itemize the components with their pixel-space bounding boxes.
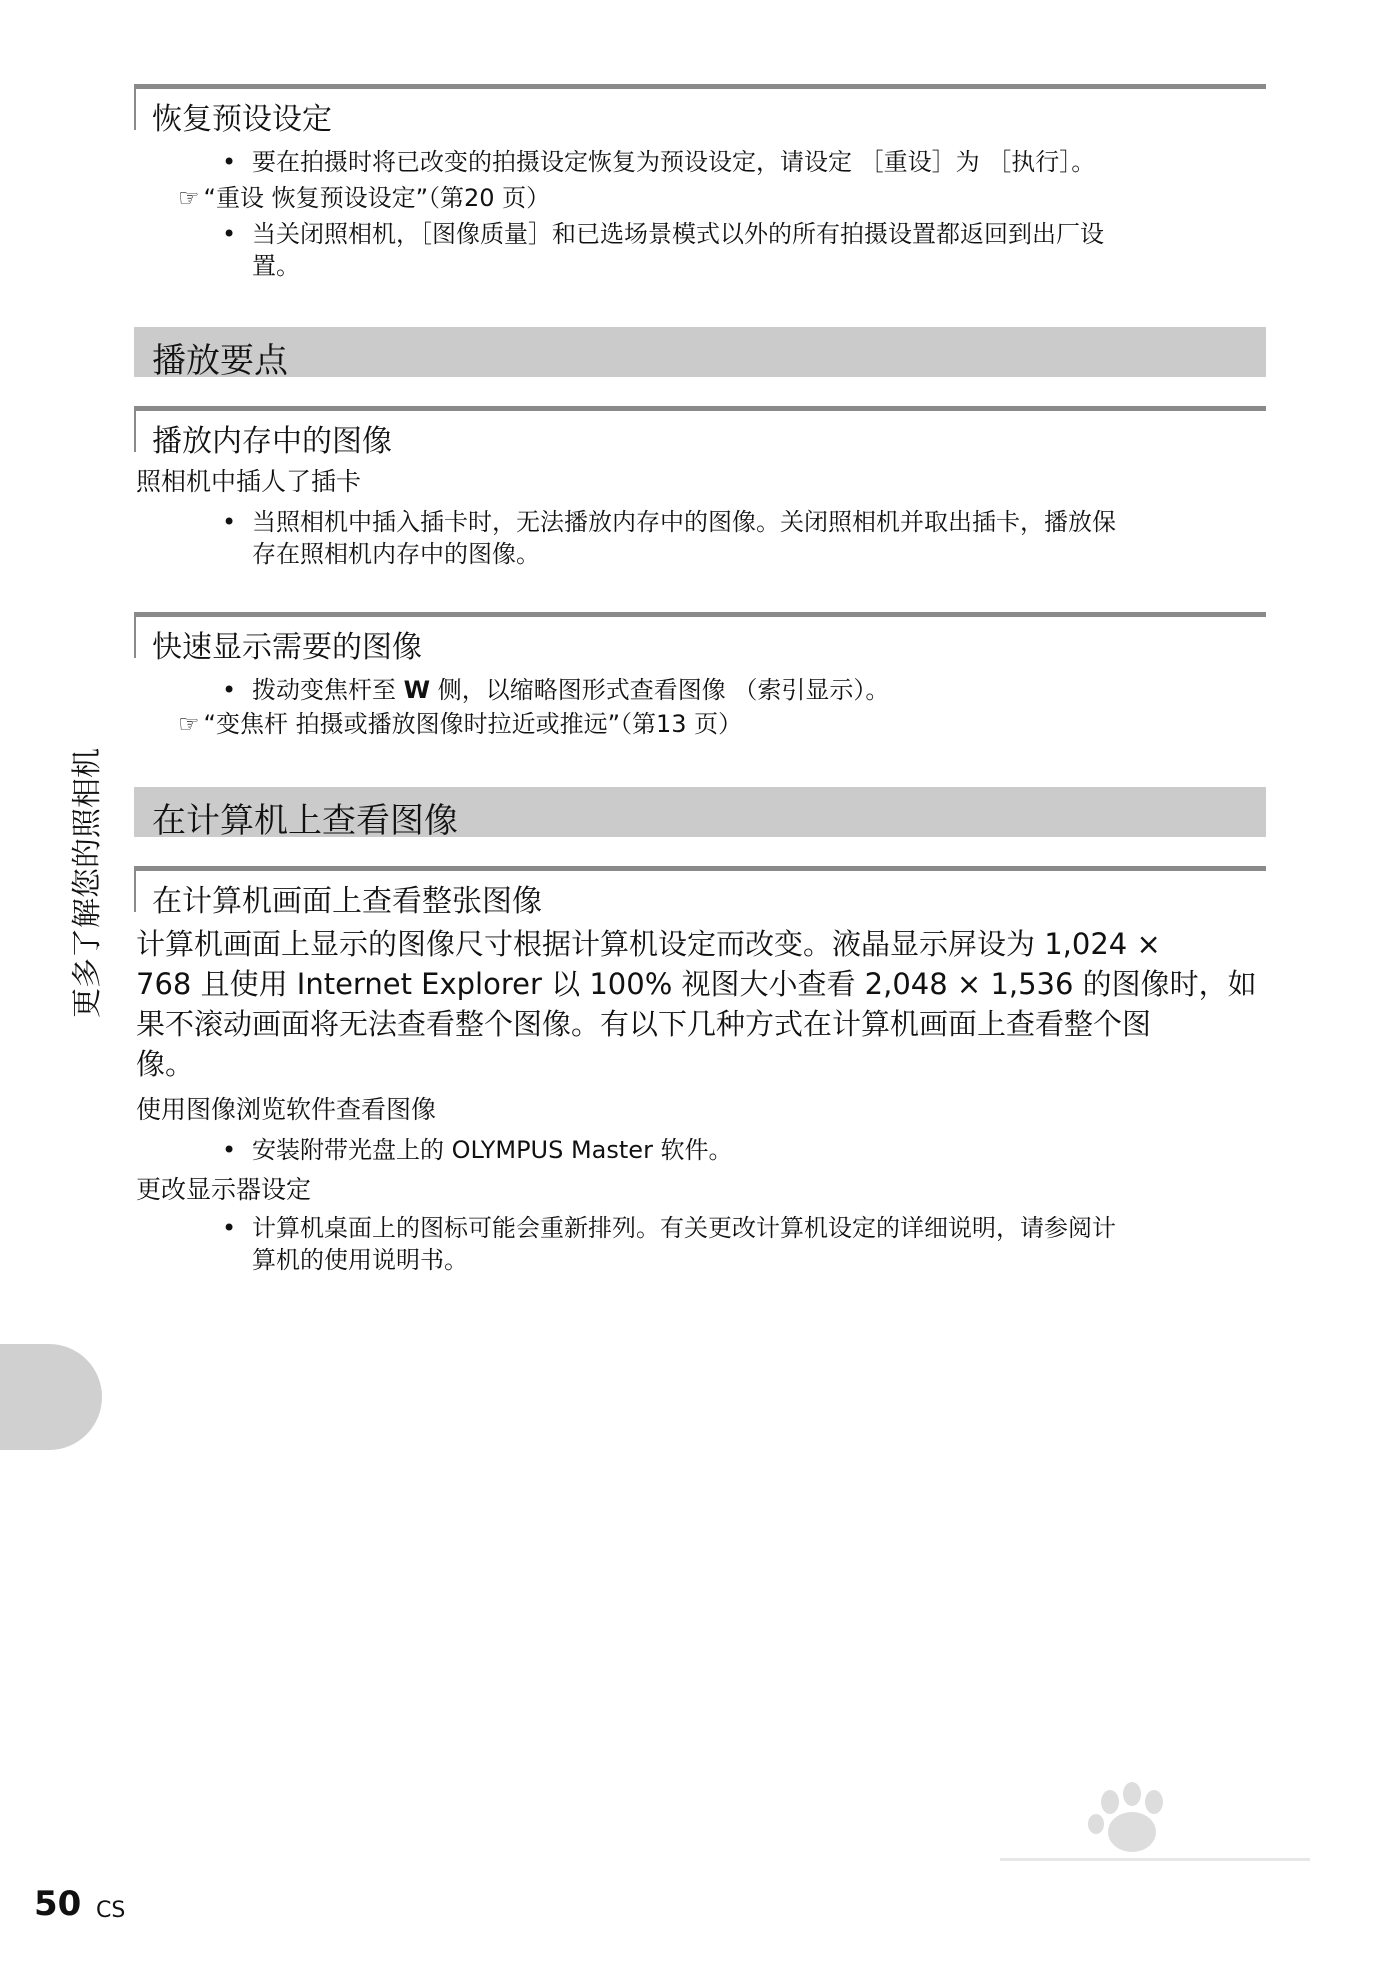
install-software-bullet: 安装附带光盘上的 OLYMPUS Master 软件。 xyxy=(252,1136,733,1164)
restore-reference xyxy=(178,182,550,214)
restore-bullet-2-line1: 当关闭照相机，［图像质量］和已选场景模式以外的所有拍摄设置都返回到出厂设 xyxy=(252,220,1104,248)
pointing-hand-icon: ☞ xyxy=(178,184,200,212)
label-change-display-settings: 更改显示器设定 xyxy=(136,1175,312,1204)
pointing-hand-icon: ☞ xyxy=(178,710,200,738)
bullet-marker: • xyxy=(222,508,237,536)
side-tab-label: 更多了解您的照相机 xyxy=(70,748,105,1018)
bullet-marker: • xyxy=(222,148,237,176)
heading-restore-defaults: 恢复预设设定 xyxy=(134,84,1266,130)
display-settings-bullet-line2: 算机的使用说明书。 xyxy=(252,1246,468,1274)
heading-play-internal-memory: 播放内存中的图像 xyxy=(134,406,1266,452)
bullet-marker: • xyxy=(222,1214,237,1242)
heading-quick-display: 快速显示需要的图像 xyxy=(134,612,1266,658)
bullet-marker: • xyxy=(222,676,237,704)
quick-display-bullet: 拨动变焦杆至 W 侧，以缩略图形式查看图像 （索引显示）。 xyxy=(252,676,890,704)
whole-image-para-line3: 果不滚动画面将无法查看整个图像。有以下几种方式在计算机画面上查看整个图 xyxy=(136,1007,1152,1041)
label-card-inserted: 照相机中插人了插卡 xyxy=(136,467,362,496)
quick-display-reference xyxy=(178,708,742,740)
language-code: CS xyxy=(96,1898,126,1923)
heading-view-whole-image: 在计算机画面上查看整张图像 xyxy=(134,866,1266,912)
band-view-on-computer: 在计算机上查看图像 xyxy=(134,787,1266,837)
bullet-marker: • xyxy=(222,1136,237,1164)
play-internal-bullet-line2: 存在照相机内存中的图像。 xyxy=(252,540,540,568)
whole-image-para-line2: 768 且使用 Internet Explorer 以 100% 视图大小查看 2,048 × 1,536 的图像时，如 xyxy=(136,967,1257,1001)
side-tab-marker xyxy=(0,1344,102,1450)
band-playback-tips: 播放要点 xyxy=(134,327,1266,377)
quick-display-ref-text: “变焦杆 拍摄或播放图像时拉近或推远”（第13 页） xyxy=(203,710,743,738)
bullet-marker: • xyxy=(222,220,237,248)
restore-ref-text: “重设 恢复预设设定”（第20 页） xyxy=(203,184,551,212)
restore-bullet-1: 要在拍摄时将已改变的拍摄设定恢复为预设设定，请设定 ［重设］为 ［执行］。 xyxy=(252,148,1096,176)
restore-bullet-2-line2: 置。 xyxy=(252,252,300,280)
watermark-paw-logo xyxy=(990,1780,1320,1920)
zoom-w-label: W xyxy=(403,676,431,704)
page-number: 50 xyxy=(34,1884,82,1924)
play-internal-bullet-line1: 当照相机中插入插卡时，无法播放内存中的图像。关闭照相机并取出插卡，播放保 xyxy=(252,508,1116,536)
label-use-viewer-software: 使用图像浏览软件查看图像 xyxy=(136,1095,437,1124)
whole-image-para-line4: 像。 xyxy=(136,1047,195,1081)
whole-image-para-line1: 计算机画面上显示的图像尺寸根据计算机设定而改变。液晶显示屏设为 1,024 × xyxy=(136,927,1161,961)
display-settings-bullet-line1: 计算机桌面上的图标可能会重新排列。有关更改计算机设定的详细说明，请参阅计 xyxy=(252,1214,1116,1242)
